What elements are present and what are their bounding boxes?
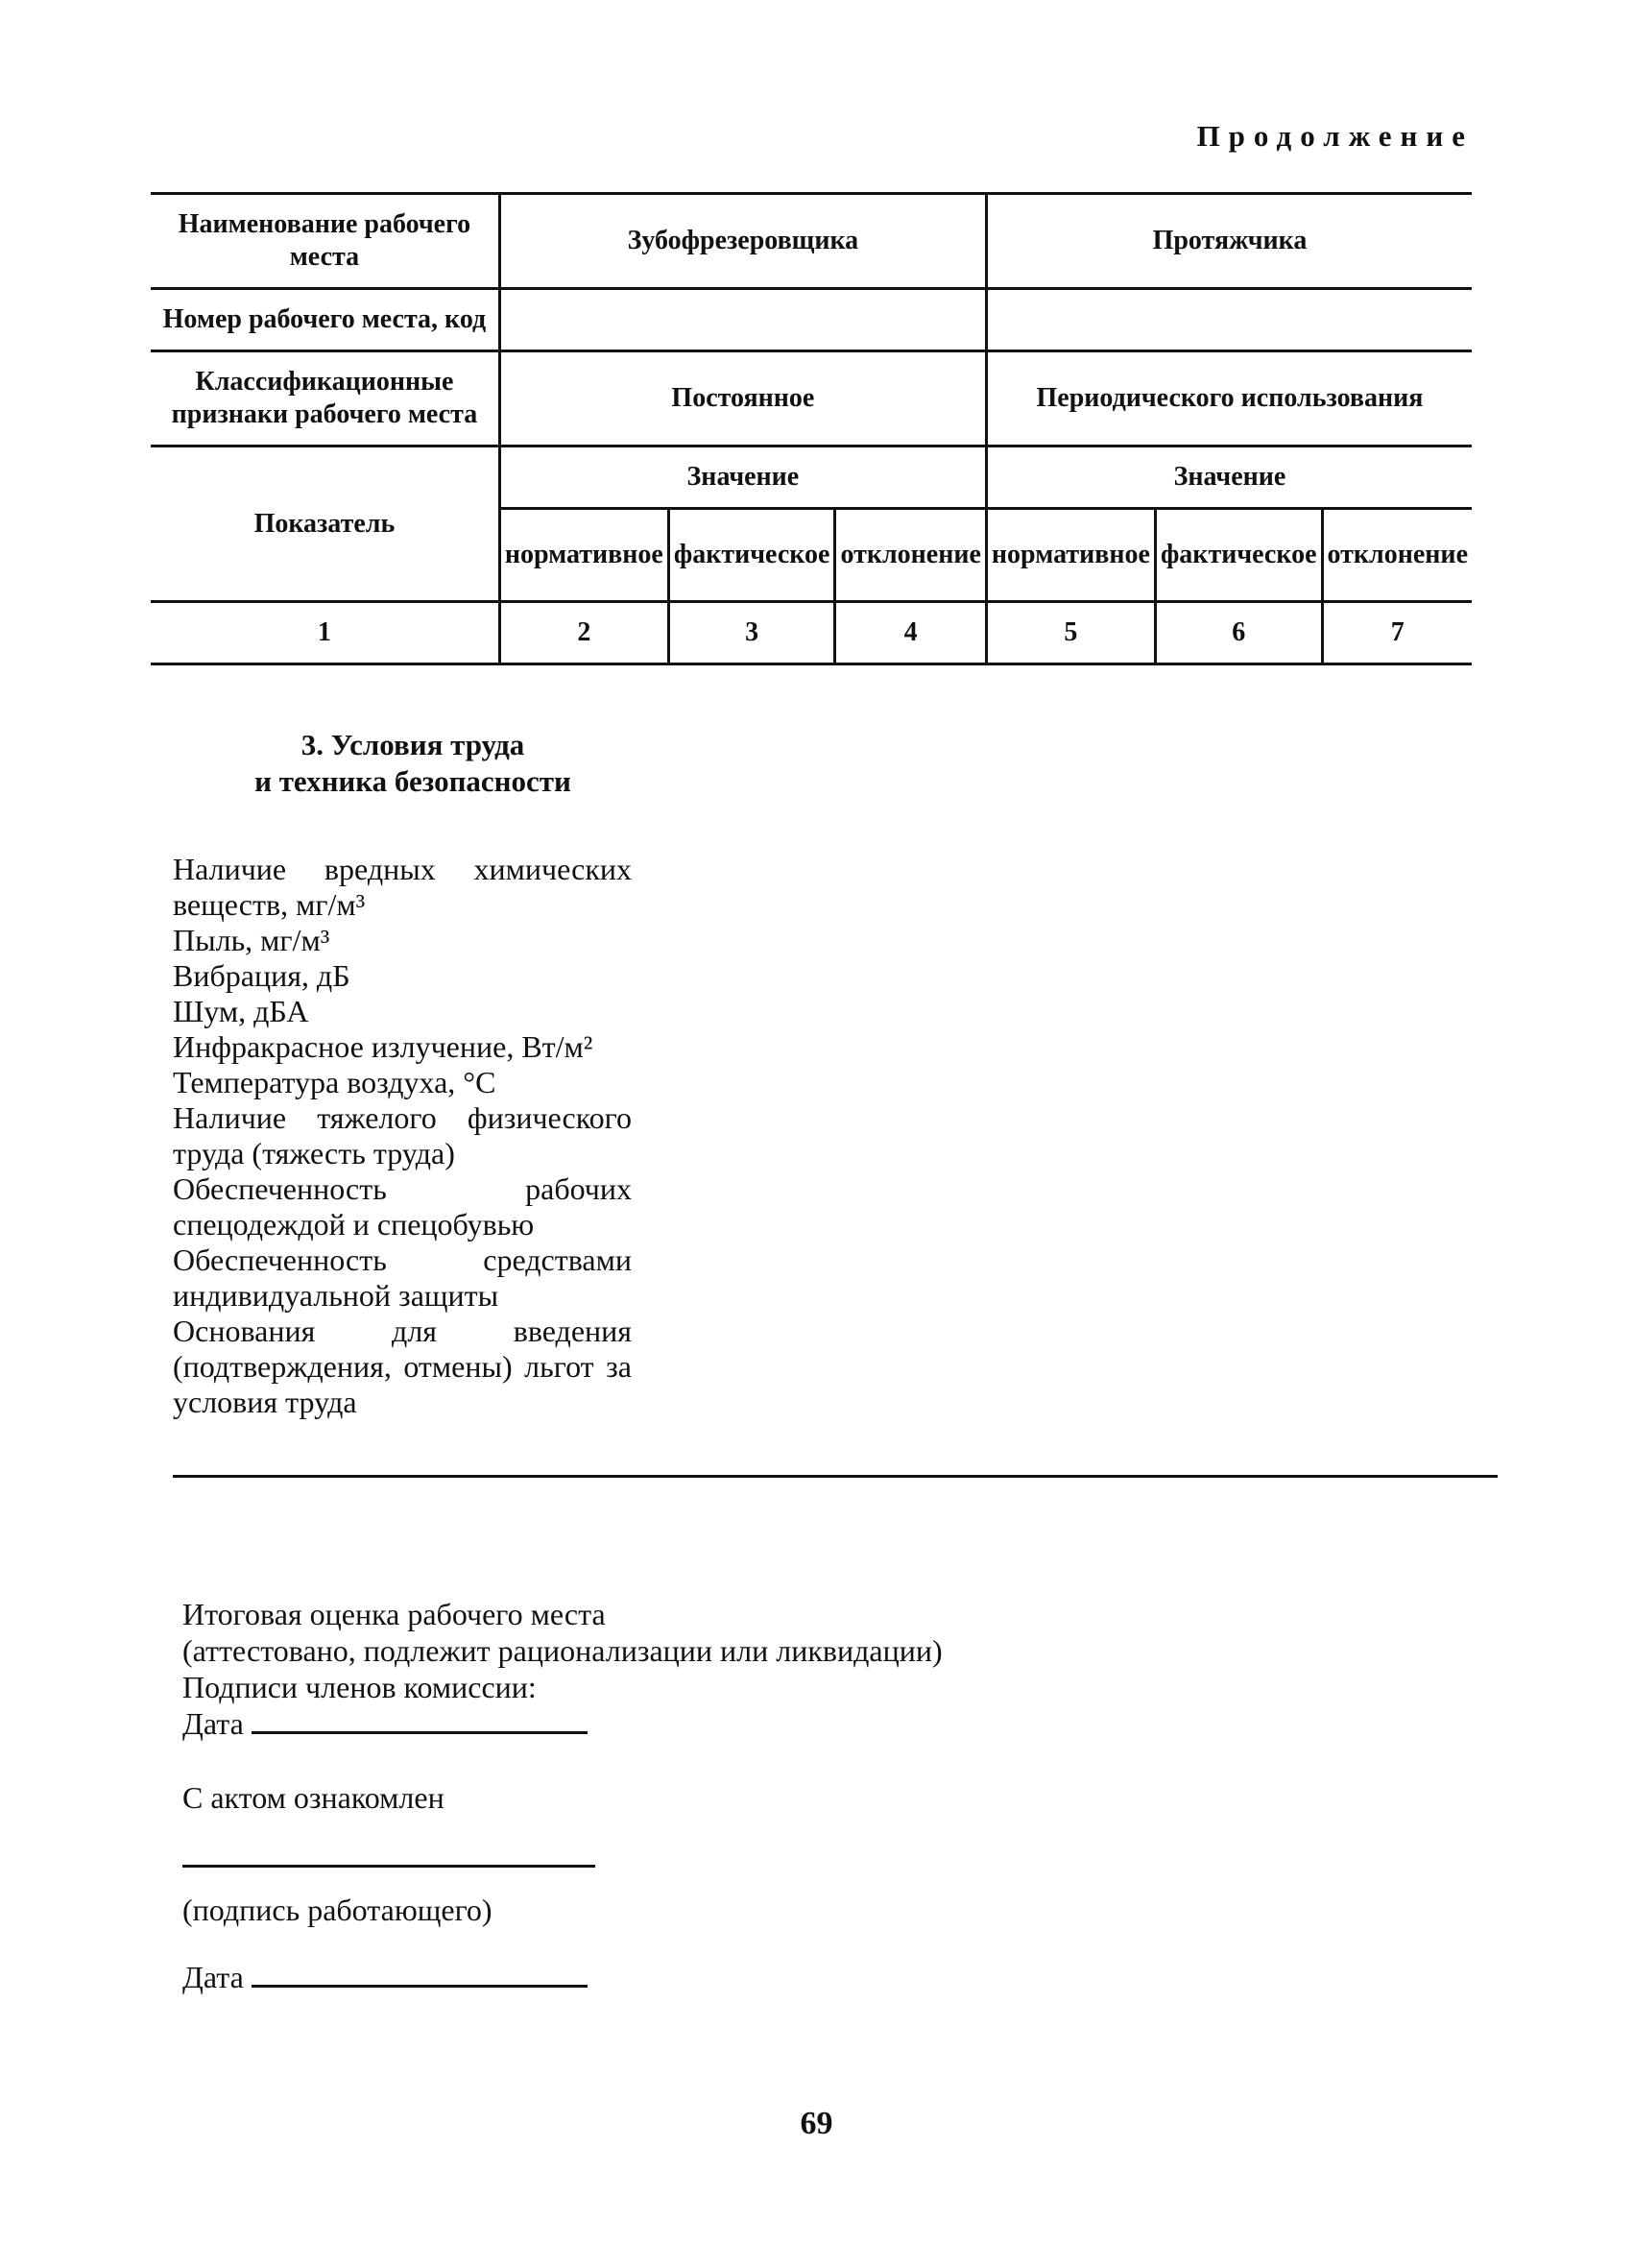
classification-a: Постоянное: [499, 351, 986, 446]
classification-b: Периодического использования: [986, 351, 1472, 446]
value-header-a: Значение: [499, 446, 986, 509]
final-assessment-block: [182, 1596, 943, 1742]
date-blank[interactable]: [252, 1731, 588, 1734]
worker-signature-line[interactable]: [182, 1865, 595, 1868]
subheader-deviation-b: отклонение: [1322, 509, 1472, 602]
indicator-label: Показатель: [151, 446, 499, 602]
column-number: 1: [151, 602, 499, 664]
column-number: 4: [835, 602, 986, 664]
list-item: Обеспеченность средствами индивидуальной защиты: [173, 1243, 632, 1313]
table-row: [151, 351, 1472, 446]
date-label-2: Дата: [182, 1960, 244, 1994]
signatures-label: Подписи членов комиссии:: [182, 1670, 537, 1704]
list-item: Инфракрасное излучение, Вт/м²: [173, 1029, 593, 1064]
table-row: [151, 194, 1472, 289]
workplace-number-b: [986, 289, 1472, 351]
list-item: Пыль, мг/м³: [173, 923, 330, 957]
table-row: [151, 602, 1472, 664]
subheader-actual-a: фактическое: [668, 509, 835, 602]
list-item: Вибрация, дБ: [173, 958, 350, 993]
list-item: Наличие тяжелого физического труда (тяжесть труда): [173, 1100, 632, 1170]
workplace-name-b: Протяжчика: [986, 194, 1472, 289]
date-label: Дата: [182, 1706, 244, 1741]
classification-label: Классификационные признаки рабочего места: [151, 351, 499, 446]
column-number: 6: [1155, 602, 1322, 664]
date-line: [182, 1705, 943, 1742]
column-number: 2: [499, 602, 668, 664]
list-item: Обеспеченность рабочих спецодеждой и спецобувью: [173, 1171, 632, 1242]
subheader-deviation-a: отклонение: [835, 509, 986, 602]
workplace-table: [151, 192, 1472, 665]
column-number: 3: [668, 602, 835, 664]
value-header-b: Значение: [986, 446, 1472, 509]
workplace-number-label: Номер рабочего места, код: [151, 289, 499, 351]
list-item: Основания для введения (подтверждения, отмены) льгот за условия труда: [173, 1314, 632, 1419]
column-number: 5: [986, 602, 1155, 664]
table-row: [151, 289, 1472, 351]
list-item: Температура воздуха, °С: [173, 1065, 496, 1099]
subheader-normative-a: нормативное: [499, 509, 668, 602]
list-item: Шум, дБА: [173, 994, 309, 1028]
section-title-line1: 3. Условия труда: [300, 728, 525, 761]
assessment-label: Итоговая оценка рабочего места: [182, 1597, 606, 1631]
indicator-list: [173, 852, 632, 1420]
continuation-label: Продолжение: [1196, 119, 1474, 153]
acquainted-label: С актом ознакомлен: [182, 1780, 444, 1815]
workplace-number-a: [499, 289, 986, 351]
date-line-2: [182, 1959, 588, 1995]
date-blank-2[interactable]: [252, 1985, 588, 1988]
section-title-line2: и техника безопасности: [254, 764, 571, 798]
column-number: 7: [1322, 602, 1472, 664]
assessment-note: (аттестовано, подлежит рационализации или ликвидации): [182, 1633, 943, 1668]
workplace-name-a: Зубофрезеровщика: [499, 194, 986, 289]
page-number: 69: [800, 2106, 833, 2141]
section-divider: [173, 1475, 1498, 1478]
workplace-name-label: Наименование рабочего места: [151, 194, 499, 289]
worker-signature-caption: (подпись работающего): [182, 1893, 492, 1927]
table-row: [151, 446, 1472, 509]
subheader-normative-b: нормативное: [986, 509, 1155, 602]
subheader-actual-b: фактическое: [1155, 509, 1322, 602]
section-title: [202, 727, 624, 800]
list-item: Наличие вредных химических веществ, мг/м³: [173, 852, 632, 922]
